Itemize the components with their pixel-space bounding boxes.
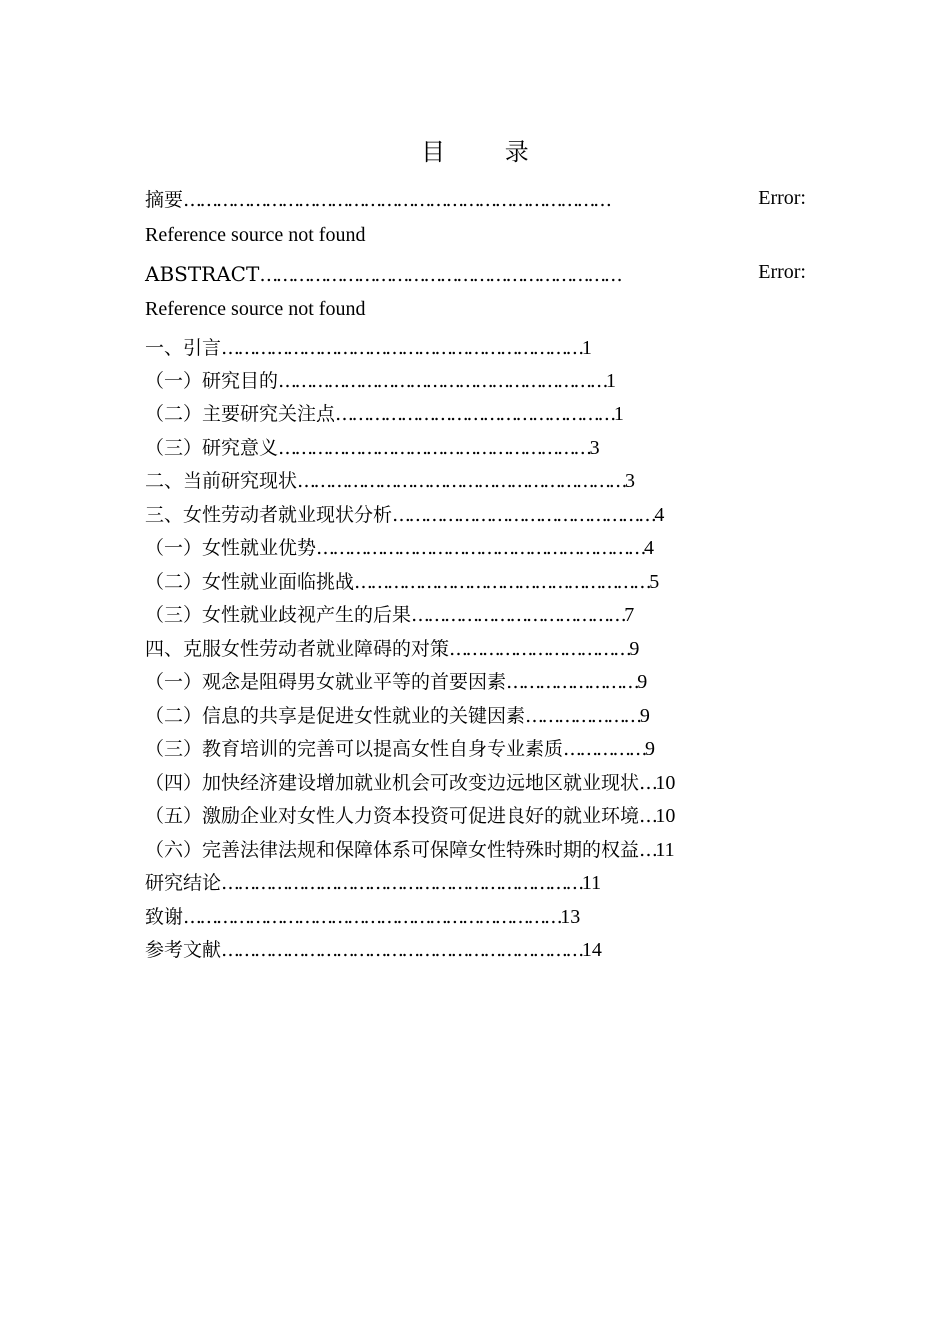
toc-entry-title: （三）教育培训的完善可以提高女性自身专业素质: [145, 738, 564, 760]
toc-entry[interactable]: [145, 466, 635, 496]
toc-page-number: 3: [625, 470, 636, 492]
toc-entry-title: 二、当前研究现状: [145, 470, 298, 492]
toc-entry-title: 参考文献: [145, 939, 222, 961]
toc-entry-title: （一）观念是阻碍男女就业平等的首要因素: [145, 671, 507, 693]
toc-page-number: 10: [655, 805, 676, 827]
toc-leader-dots: …………………: [525, 705, 640, 727]
toc-page-number: 10: [655, 772, 676, 794]
toc-entry-title: （四）加快经济建设增加就业机会可改变边远地区就业现状: [145, 772, 640, 794]
toc-entry-title: （六）完善法律法规和保障体系可保障女性特殊时期的权益: [145, 839, 640, 861]
toc-entry[interactable]: [145, 701, 650, 731]
toc-entry-title: 致谢: [145, 906, 184, 928]
toc-entry-title: 一、引言: [145, 337, 222, 359]
toc-entry[interactable]: [145, 533, 654, 563]
toc-entry[interactable]: [145, 333, 592, 363]
toc-page-number: 9: [629, 638, 640, 660]
toc-page-number: 1: [613, 403, 624, 425]
toc-entry[interactable]: [145, 801, 675, 831]
toc-leader-dots: …………………………………………………………: [221, 939, 582, 961]
toc-entry-wrap-text: Reference source not found: [145, 224, 366, 246]
toc-entry[interactable]: [145, 567, 659, 597]
toc-entry-title: ABSTRACT: [145, 262, 260, 286]
toc-entry-title: （三）研究意义: [145, 437, 279, 459]
toc-entry-title: 研究结论: [145, 872, 222, 894]
toc-leader-dots: ……………………………………………………: [297, 470, 626, 492]
toc-entry-abstract-cn[interactable]: [145, 185, 609, 215]
toc-entry[interactable]: [145, 500, 664, 530]
toc-leader-dots: ……………………………………………………: [278, 370, 607, 392]
toc-entry-title: （三）女性就业歧视产生的后果: [145, 604, 412, 626]
toc-entry[interactable]: [145, 868, 601, 898]
toc-entry[interactable]: [145, 935, 602, 965]
toc-leader-dots: …………………………………………………………: [221, 872, 582, 894]
toc-entry[interactable]: [145, 734, 655, 764]
toc-page-number: 3: [589, 437, 600, 459]
toc-entry[interactable]: [145, 902, 580, 932]
toc-entry-title: （一）女性就业优势: [145, 537, 317, 559]
toc-leader-dots: ……………………………: [449, 638, 630, 660]
toc-leader-dots: …………………………………………………: [278, 437, 590, 459]
toc-page-number: 4: [644, 537, 655, 559]
toc-entry-title: （一）研究目的: [145, 370, 279, 392]
toc-entry-title: （二）女性就业面临挑战: [145, 571, 355, 593]
toc-page-number: 11: [655, 839, 675, 861]
toc-entry-title: （二）主要研究关注点: [145, 403, 336, 425]
toc-entry-title: 三、女性劳动者就业现状分析: [145, 504, 393, 526]
toc-entry[interactable]: [145, 399, 624, 429]
toc-leader-dots: ………………………………………………: [354, 571, 650, 593]
toc-leader-dots: …: [639, 839, 656, 861]
toc-leader-dots: ……………: [563, 738, 646, 760]
toc-page-number: 9: [637, 671, 648, 693]
toc-leader-dots: …: [639, 805, 656, 827]
toc-entry-title: 摘要: [145, 189, 184, 211]
toc-page-error: Error:: [758, 261, 806, 283]
page-title: 目 录: [421, 138, 555, 166]
toc-entry-abstract-en[interactable]: [145, 259, 620, 289]
toc-entry[interactable]: [145, 600, 634, 630]
toc-leader-dots: …………………………………………………………: [259, 264, 621, 286]
toc-leader-dots: …………………………………: [411, 604, 625, 626]
toc-leader-dots: ……………………………………………………………: [183, 906, 561, 928]
toc-page-number: 13: [560, 906, 581, 928]
toc-page-number: 9: [639, 705, 650, 727]
toc-leader-dots: …………………………………………: [392, 504, 655, 526]
toc-entry[interactable]: [145, 835, 675, 865]
toc-entry[interactable]: [145, 366, 616, 396]
toc-leader-dots: ……………………: [506, 671, 638, 693]
toc-entry-title: （二）信息的共享是促进女性就业的关键因素: [145, 705, 526, 727]
toc-page-number: 11: [581, 872, 602, 894]
toc-entry[interactable]: [145, 634, 639, 664]
toc-entry[interactable]: [145, 768, 675, 798]
toc-leader-dots: ……………………………………………………………………: [183, 189, 610, 211]
toc-page-number: 1: [606, 370, 617, 392]
toc-entry-wrap-text: Reference source not found: [145, 298, 366, 320]
toc-entry-title: 四、克服女性劳动者就业障碍的对策: [145, 638, 450, 660]
toc-page-number: 1: [581, 337, 592, 359]
toc-leader-dots: ……………………………………………………: [316, 537, 645, 559]
toc-leader-dots: …: [639, 772, 656, 794]
toc-entry-title: （五）激励企业对女性人力资本投资可促进良好的就业环境: [145, 805, 640, 827]
toc-page-number: 4: [654, 504, 665, 526]
toc-page-error: Error:: [758, 187, 806, 209]
toc-page-number: 14: [581, 939, 602, 961]
toc-leader-dots: …………………………………………………………: [221, 337, 582, 359]
toc-entry[interactable]: [145, 433, 600, 463]
toc-page-number: 9: [645, 738, 656, 760]
toc-page-number: 7: [624, 604, 635, 626]
toc-entry[interactable]: [145, 667, 647, 697]
toc-page-number: 5: [649, 571, 660, 593]
toc-leader-dots: ……………………………………………: [335, 403, 614, 425]
